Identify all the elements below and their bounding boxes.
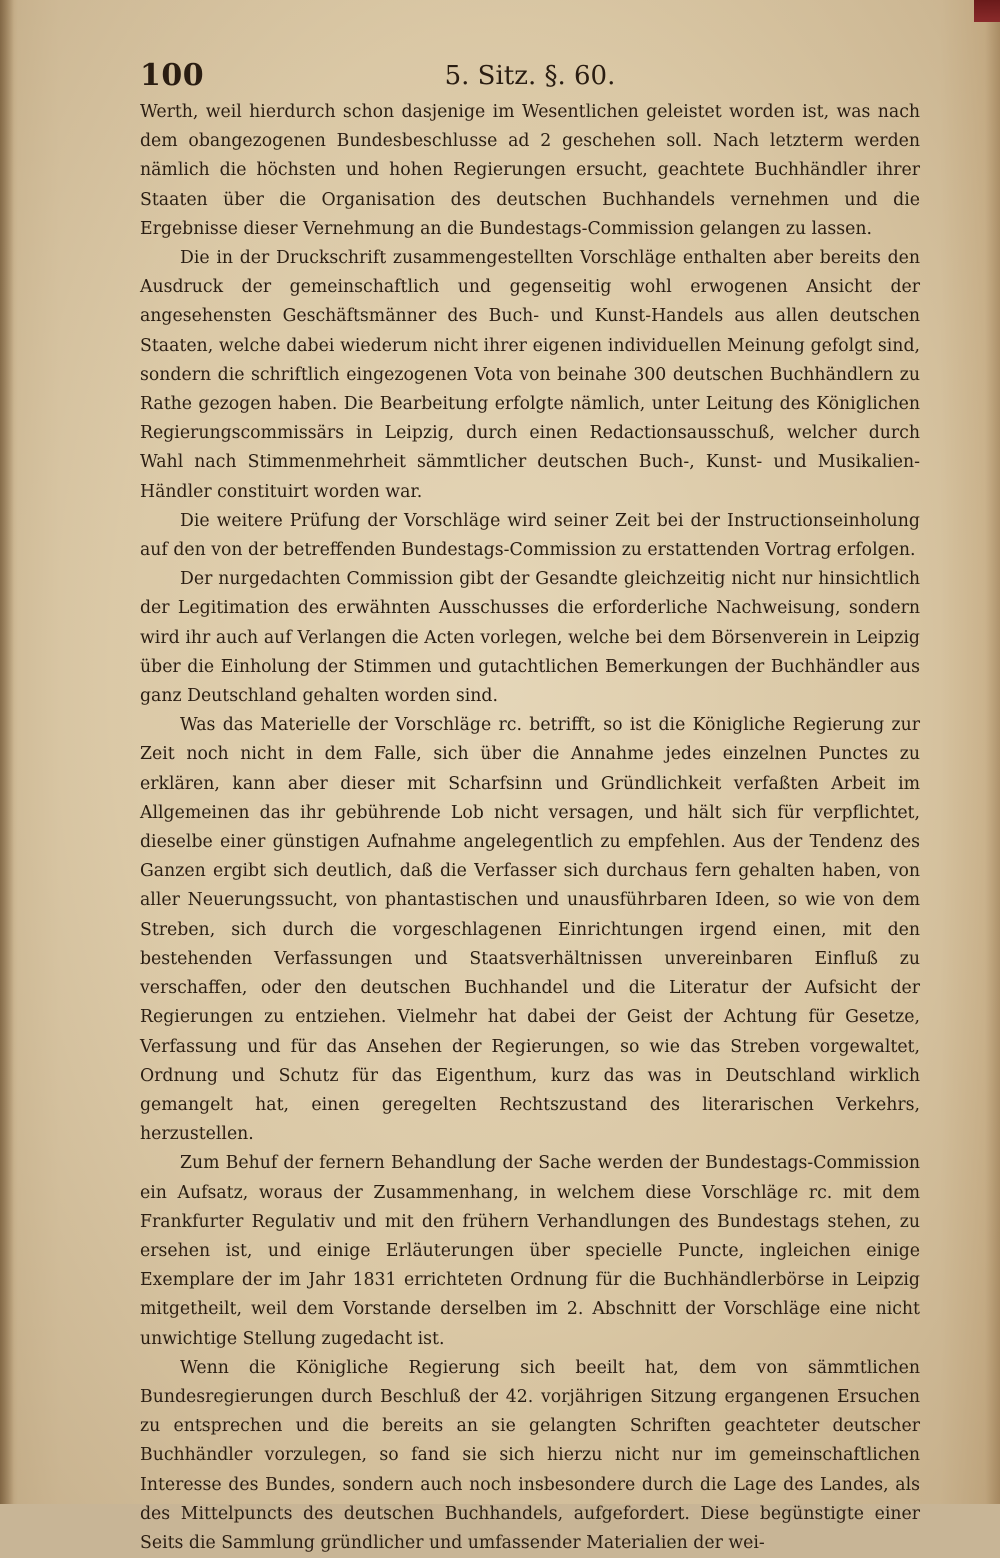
paragraph-7: Wenn die Königliche Regierung sich beeilt hat, dem von sämmtlichen Bundesregierungen durch Beschluß der 42. vorjährigen Sitzung ergangenen Ersuchen zu entsprechen und die bereits an sie gelangten Schriften geachteter deutscher Buchhändler vorzulegen, so fand sie sich hierzu nicht nur im gemeinschaftlichen Interesse des Bundes, sondern auch noch insbesondere durch die Lage des Landes, als des Mittelpuncts des deutschen Buchhandels, aufgefordert. Diese begünstigte einer Seits die Sammlung gründlicher und umfassender Materialien der wei- — [140, 1357, 920, 1553]
section-heading: 5. Sitz. §. 60. — [444, 61, 616, 91]
paragraph-1: Werth, weil hierdurch schon dasjenige im Wesentlichen geleistet worden ist, was nach dem obangezogenen Bundesbeschlusse ad 2 geschehen soll. Nach letzterm werden nämlich die höchsten und hohen Regierungen ersucht, geachtete Buchhändler ihrer Staaten über die Organisation des deutschen Buchhandels vernehmen und die Ergebnisse dieser Vernehmung an die Bundestags-Commission gelangen zu lassen. — [140, 102, 920, 239]
paragraph-6: Zum Behuf der fernern Behandlung der Sache werden der Bundestags-Commission ein Aufsatz, woraus der Zusammenhang, in welchem diese Vorschläge rc. mit dem Frankfurter Regulativ und mit den frühern Verhandlungen des Bundestags stehen, zu ersehen ist, und einige Erläuterungen über specielle Puncte, ingleichen einige Exemplare der im Jahr 1831 errichteten Ordnung für die Buchhändlerbörse in Leipzig mitgetheilt, weil dem Vorstande derselben im 2. Abschnitt der Vorschläge eine nicht unwichtige Stellung zugedacht ist. — [140, 1153, 920, 1349]
spine-shadow — [0, 0, 14, 1504]
paragraph-5: Was das Materielle der Vorschläge rc. betrifft, so ist die Königliche Regierung zur Zeit noch nicht in dem Falle, sich über die Annahme jedes einzelnen Punctes zu erklären, kann aber dieser mit Scharfsinn und Gründlichkeit verfaßten Arbeit im Allgemeinen das ihr gebührende Lob nicht versagen, und hält sich für verpflichtet, dieselbe einer günstigen Aufnahme angelegentlich zu empfehlen. Aus der Tendenz des Ganzen ergibt sich deutlich, daß die Verfasser sich durchaus fern gehalten haben, von aller Neuerungssucht, von phantastischen und unausführbaren Ideen, so wie von dem Streben, sich durch die vorgeschlagenen Einrichtungen irgend einen, mit den bestehenden Verfassungen und Staatsverhältnissen unvereinbaren Einfluß zu verschaffen, oder den deutschen Buchhandel und die Literatur der Aufsicht der Regierungen zu entziehen. Vielmehr hat dabei der Geist der Achtung für Gesetze, Verfassung und für das Ansehen der Regierungen, so wie das Streben vorgewaltet, Ordnung und Schutz für das Eigenthum, kurz das was in Deutschland wirklich gemangelt hat, einen geregelten Rechtszustand des literarischen Verkehrs, herzustellen. — [140, 715, 920, 1145]
body-text — [140, 98, 920, 1558]
page-number: 100 — [140, 58, 205, 93]
corner-mark — [974, 0, 1000, 22]
paragraph-4: Der nurgedachten Commission gibt der Gesandte gleichzeitig nicht nur hinsichtlich der Legitimation des erwähnten Ausschusses die erforderliche Nachweisung, sondern wird ihr auch auf Verlangen die Acten vorlegen, welche bei dem Börsenverein in Leipzig über die Einholung der Stimmen und gutachtlichen Bemerkungen der Buchhändler aus ganz Deutschland gehalten worden sind. — [140, 569, 920, 707]
paragraph-2: Die in der Druckschrift zusammengestellten Vorschläge enthalten aber bereits den Ausdruck der gemeinschaftlich und gegenseitig wohl erwogenen Ansicht der angesehensten Geschäftsmänner des Buch- und Kunst-Handels aus allen deutschen Staaten, welche dabei wiederum nicht ihrer eigenen individuellen Meinung gefolgt sind, sondern die schriftlich eingezogenen Vota von beinahe 300 deutschen Buchhändlern zu Rathe gezogen haben. Die Bearbeitung erfolgte nämlich, unter Leitung des Königlichen Regierungscommissärs in Leipzig, durch einen Redactionsausschuß, welcher durch Wahl nach Stimmenmehrheit sämmtlicher deutschen Buch-, Kunst- und Musikalien-Händler constituirt worden war. — [140, 248, 920, 502]
paragraph-3: Die weitere Prüfung der Vorschläge wird seiner Zeit bei der Instructionseinholung auf den von der betreffenden Bundestags-Commission zu erstattenden Vortrag erfolgen. — [140, 510, 920, 561]
running-head — [140, 58, 920, 102]
